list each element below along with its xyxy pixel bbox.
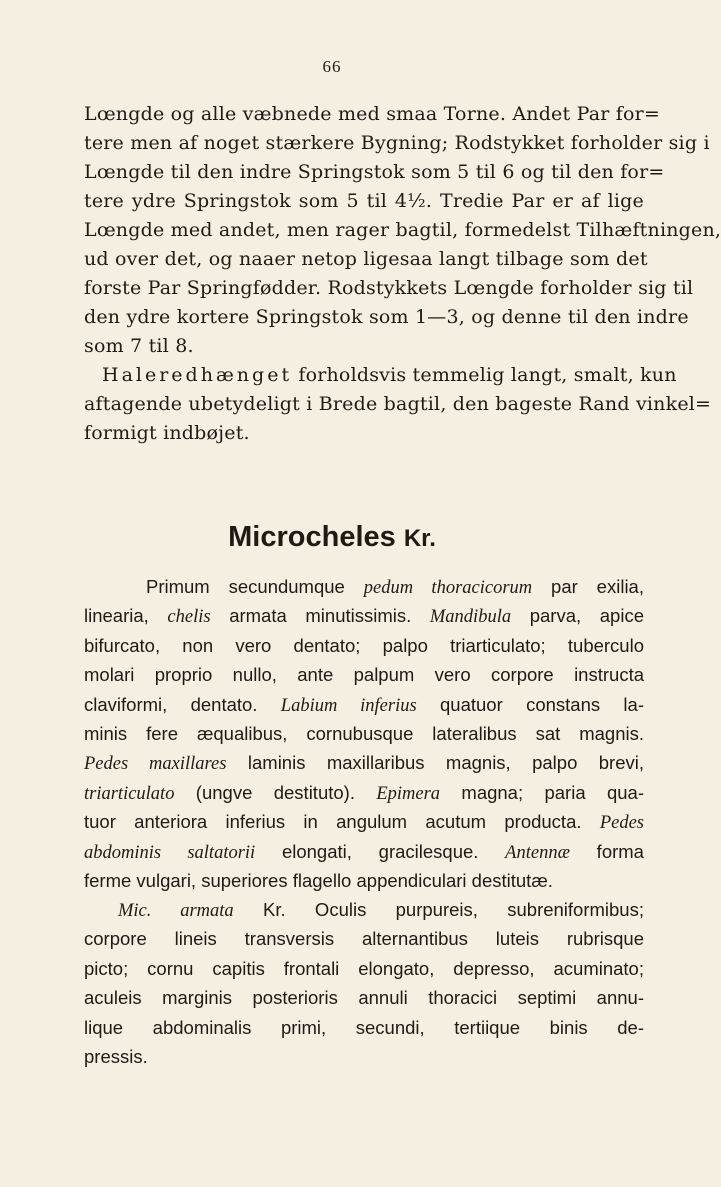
text-run: par exilia, bbox=[532, 576, 644, 597]
text-run: claviformi, dentato. bbox=[84, 693, 281, 715]
text-line: tere ydre Springstok som 5 til 4½. Tredie Par er af lige bbox=[84, 190, 644, 212]
text-line: molari proprio nullo, ante palpum vero corpore instructa bbox=[84, 664, 644, 686]
italic-term: Pedes bbox=[599, 813, 644, 834]
text-line bbox=[84, 778, 644, 807]
text-run: forholdsvis temmelig langt, smalt, kun bbox=[292, 364, 677, 386]
text-line bbox=[84, 748, 644, 777]
text-line: forste Par Springfødder. Rodstykkets Lœngde forholder sig til bbox=[84, 277, 694, 299]
genus-name: Microcheles bbox=[228, 521, 396, 553]
species-name: Mic. armata bbox=[118, 901, 234, 921]
text-run: parva, apice bbox=[511, 605, 644, 627]
italic-term: pedum thoracicorum bbox=[363, 578, 533, 598]
text-line: bifurcato, non vero dentato; palpo triarticulato; tuberculo bbox=[84, 634, 644, 656]
text-line: Lœngde og alle væbnede med smaa Torne. Andet Par for= bbox=[84, 103, 661, 125]
text-run: quatuor constans la- bbox=[416, 693, 644, 715]
text-line bbox=[84, 837, 644, 866]
page-number: 66 bbox=[322, 57, 342, 76]
italic-term: triarticulato bbox=[84, 783, 175, 804]
text-run: Kr. Oculis purpureis, subreniformibus; bbox=[233, 899, 644, 920]
text-run: forma bbox=[569, 840, 644, 862]
species-paragraph bbox=[84, 895, 644, 1071]
text-run: linearia, bbox=[84, 605, 168, 627]
text-line: ferme vulgari, superiores flagello appendiculari destitutæ. bbox=[84, 869, 553, 891]
text-run: armata minutissimis. bbox=[210, 605, 430, 627]
text-line: lique abdominalis primi, secundi, tertiique binis de- bbox=[84, 1016, 644, 1038]
text-line: Lœngde med andet, men rager bagtil, formedelst Tilhæftningen, bbox=[84, 219, 721, 241]
text-line: aftagende ubetydeligt i Brede bagtil, den bageste Rand vinkel= bbox=[84, 393, 712, 415]
text-line: den ydre kortere Springstok som 1—3, og denne til den indre bbox=[84, 306, 689, 328]
italic-term: Epimera bbox=[376, 783, 441, 804]
latin-paragraph bbox=[84, 572, 644, 895]
text-line bbox=[84, 690, 644, 719]
text-line: som 7 til 8. bbox=[84, 335, 194, 357]
text-run: elongati, gracilesque. bbox=[255, 840, 506, 862]
text-line: ud over det, og naaer netop ligesaa langt tilbage som det bbox=[84, 248, 648, 270]
danish-paragraph bbox=[84, 100, 721, 448]
spaced-term: Haleredhænget bbox=[102, 364, 293, 386]
genus-author: Kr. bbox=[403, 525, 436, 552]
text-line: minis fere æqualibus, cornubusque lateralibus sat magnis. bbox=[84, 722, 644, 744]
italic-term: chelis bbox=[167, 607, 211, 628]
text-run: magna; paria qua- bbox=[440, 781, 644, 803]
text-line bbox=[84, 895, 644, 924]
text-run: (ungve destituto). bbox=[174, 781, 377, 803]
text-line: tere men af noget stærkere Bygning; Rodstykket forholder sig i bbox=[84, 132, 710, 154]
text-line: Lœngde til den indre Springstok som 5 til 6 og til den for= bbox=[84, 161, 665, 183]
text-run: Primum secundumque bbox=[146, 576, 364, 597]
text-run: laminis maxillaribus magnis, palpo brevi, bbox=[226, 752, 645, 774]
text-line bbox=[84, 601, 644, 630]
text-line bbox=[84, 361, 677, 390]
text-line bbox=[84, 807, 644, 836]
text-line: formigt indbøjet. bbox=[84, 422, 250, 444]
genus-heading bbox=[0, 521, 664, 554]
text-line: aculeis marginis posterioris annuli thoracici septimi annu- bbox=[84, 987, 644, 1009]
text-line: pressis. bbox=[84, 1045, 148, 1067]
text-line bbox=[84, 572, 644, 601]
italic-term: Antennæ bbox=[505, 842, 570, 863]
italic-term: Pedes maxillares bbox=[84, 754, 227, 775]
italic-term: abdominis saltatorii bbox=[84, 842, 256, 863]
text-line: corpore lineis transversis alternantibus luteis rubrisque bbox=[84, 928, 644, 950]
italic-term: Labium inferius bbox=[280, 695, 417, 716]
italic-term: Mandibula bbox=[429, 607, 512, 628]
text-run: tuor anteriora inferius in angulum acutum producta. bbox=[84, 811, 600, 833]
text-line: picto; cornu capitis frontali elongato, depresso, acuminato; bbox=[84, 957, 644, 979]
